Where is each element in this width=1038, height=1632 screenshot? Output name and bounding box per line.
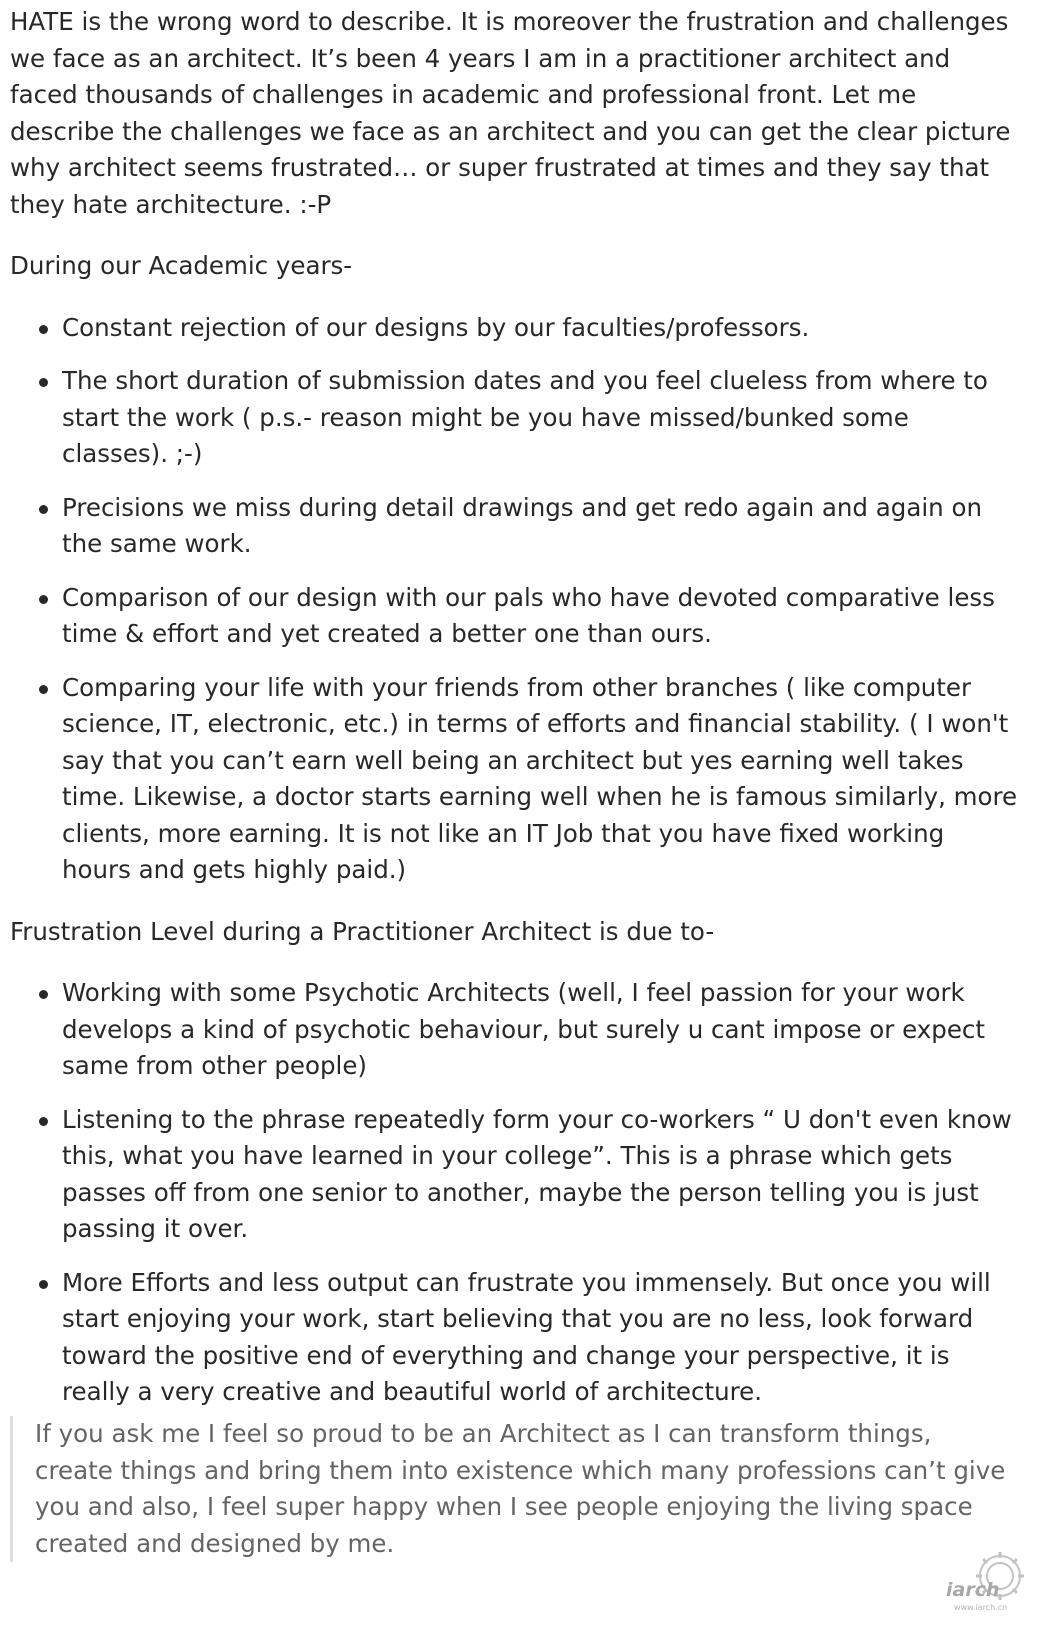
list-item: Working with some Psychotic Architects (well, I feel passion for your work develops a kind of psychotic behaviour, but surely u cant impose or expect same from other people)	[10, 975, 1020, 1085]
article-body	[10, 0, 1020, 1436]
practitioner-list	[10, 975, 1020, 1411]
practitioner-heading: Frustration Level during a Practitioner Architect is due to-	[10, 916, 715, 946]
list-item: Listening to the phrase repeatedly form your co-workers “ U don't even know this, what you have learned in your college”. This is a phrase which gets passes off from one senior to another, maybe the person telling you is just passing it over.	[10, 1102, 1020, 1248]
quote-text: If you ask me I feel so proud to be an Architect as I can transform things, create things and bring them into existence which many professions can’t give you and also, I feel super happy when I see people enjoying the living space created and designed by me.	[35, 1419, 1006, 1558]
list-item: More Efforts and less output can frustrate you immensely. But once you will start enjoying your work, start believing that you are no less, look forward toward the positive end of everything and change your perspective, it is really a very creative and beautiful world of architecture.	[10, 1265, 1020, 1411]
list-item: Constant rejection of our designs by our faculties/professors.	[10, 310, 1020, 347]
watermark-text-sub: www.iarch.cn	[954, 1603, 1008, 1612]
list-item: Comparison of our design with our pals who have devoted comparative less time & effort and yet created a better one than ours.	[10, 580, 1020, 653]
academic-list	[10, 310, 1020, 889]
intro-paragraph: HATE is the wrong word to describe. It is moreover the frustration and challenges we face as an architect. It’s been 4 years I am in a practitioner architect and faced thousands of challenges in academic and professional front. Let me describe the challenges we face as an architect and you can get the clear picture why architect seems frustrated… or super frustrated at times and they say that they hate architecture. :-P	[10, 7, 1011, 219]
list-item: Comparing your life with your friends from other branches ( like computer science, IT, electronic, etc.) in terms of efforts and financial stability. ( I won't say that you can’t earn well being an architect but yes earning well takes time. Likewise, a doctor starts earning well when he is famous similarly, more clients, more earning. It is not like an IT Job that you have fixed working hours and gets highly paid.)	[10, 670, 1020, 889]
blockquote	[10, 1416, 1010, 1562]
list-item: The short duration of submission dates and you feel clueless from where to start the work ( p.s.- reason might be you have missed/bunked some classes). ;-)	[10, 363, 1020, 473]
list-item: Precisions we miss during detail drawings and get redo again and again on the same work.	[10, 490, 1020, 563]
watermark-logo	[940, 1546, 1032, 1618]
gear-seal-icon	[940, 1546, 1032, 1618]
academic-heading: During our Academic years-	[10, 251, 353, 280]
watermark-text-main: iarch	[946, 1579, 1000, 1601]
